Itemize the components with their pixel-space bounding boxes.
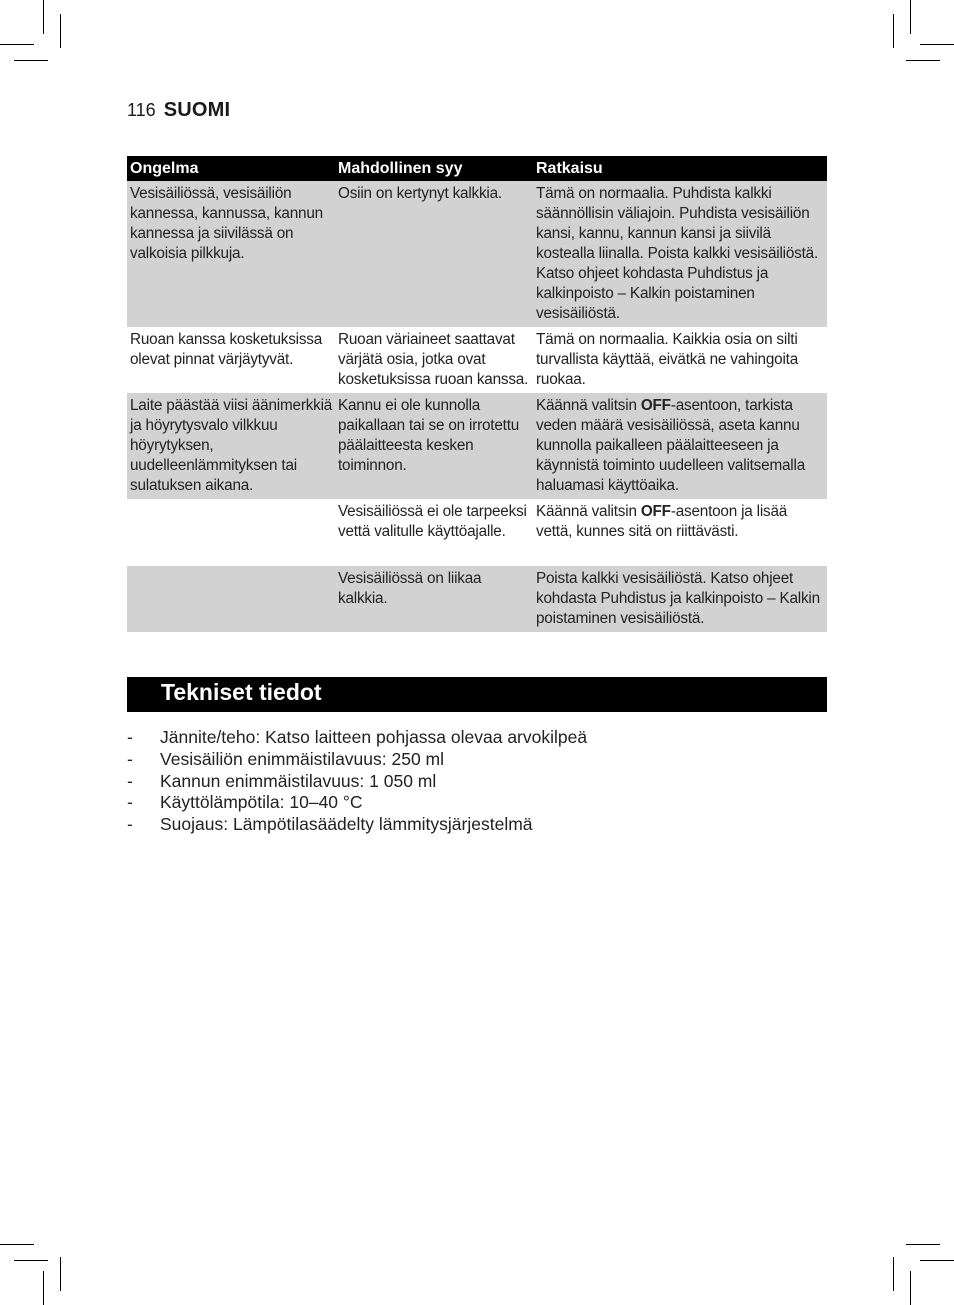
crop-mark: [910, 0, 911, 34]
list-item: [127, 727, 587, 749]
off-position-label: OFF: [640, 397, 671, 414]
page-language: SUOMI: [163, 99, 231, 121]
crop-mark: [0, 44, 34, 45]
solution-cell: [533, 393, 827, 499]
section-heading-bar: [127, 677, 827, 712]
crop-mark: [43, 0, 44, 34]
solution-cell: [533, 499, 827, 566]
bullet-dash: -: [127, 727, 133, 747]
troubleshooting-table: [127, 156, 827, 632]
cause-cell: Kannu ei ole kunnolla paikallaan tai se on irrotettu päälaitteesta kesken toiminnon.: [335, 393, 533, 499]
list-item: [127, 792, 587, 814]
column-header-cause: Mahdollinen syy: [335, 156, 533, 181]
problem-cell: [127, 566, 335, 632]
cause-cell: Vesisäiliössä on liikaa kalkkia.: [335, 566, 533, 632]
spec-text: Suojaus: Lämpötilasäädelty lämmitysjärjestelmä: [160, 814, 533, 835]
crop-mark: [0, 1244, 34, 1245]
table-row: [127, 566, 827, 632]
crop-mark: [43, 1271, 44, 1305]
column-header-solution: Ratkaisu: [533, 156, 827, 181]
column-header-problem: Ongelma: [127, 156, 335, 181]
spec-text: Käyttölämpötila: 10–40 °C: [160, 792, 363, 813]
crop-mark: [906, 1244, 940, 1245]
table-header-row: [127, 156, 827, 181]
spec-text: Jännite/teho: Katso laitteen pohjassa olevaa arvokilpeä: [160, 727, 588, 747]
page-header: [127, 99, 230, 122]
solution-text: Käännä valitsin: [536, 397, 641, 414]
crop-mark: [893, 1257, 894, 1291]
solution-cell: Tämä on normaalia. Kaikkia osia on silti turvallista käyttää, eivätkä ne vahingoita ruokaa.: [533, 327, 827, 393]
spec-text: Vesisäiliön enimmäistilavuus: 250 ml: [160, 748, 445, 769]
crop-mark: [14, 60, 48, 61]
cause-cell: Vesisäiliössä ei ole tarpeeksi vettä valitulle käyttöajalle.: [335, 499, 533, 566]
page-number: 116: [127, 100, 156, 120]
solution-cell: Poista kalkki vesisäiliöstä. Katso ohjeet kohdasta Puhdistus ja kalkinpoisto – Kalkin poistaminen vesisäiliöstä.: [533, 566, 827, 632]
table-row: [127, 393, 827, 499]
bullet-dash: -: [127, 814, 133, 835]
crop-mark: [60, 14, 61, 48]
bullet-dash: -: [127, 770, 133, 791]
crop-mark: [910, 1271, 911, 1305]
solution-text: -asentoon ja lisää vettä, kunnes sitä on riittävästi.: [536, 503, 788, 540]
crop-mark: [920, 1260, 954, 1261]
list-item: [127, 749, 587, 771]
bullet-dash: -: [127, 748, 133, 769]
crop-mark: [920, 44, 954, 45]
problem-cell: Vesisäiliössä, vesisäiliön kannessa, kannussa, kannun kannessa ja siivilässä on valkoisia pilkkuja.: [127, 181, 335, 327]
list-item: [127, 771, 587, 793]
crop-mark: [60, 1257, 61, 1291]
problem-cell: Ruoan kanssa kosketuksissa olevat pinnat värjäytyvät.: [127, 327, 335, 393]
bullet-dash: -: [127, 792, 133, 813]
crop-mark: [906, 60, 940, 61]
table-row: [127, 181, 827, 327]
cause-cell: Ruoan väriaineet saattavat värjätä osia, jotka ovat kosketuksissa ruoan kanssa.: [335, 327, 533, 393]
table-row: [127, 327, 827, 393]
cause-cell: Osiin on kertynyt kalkkia.: [335, 181, 533, 327]
solution-cell: Tämä on normaalia. Puhdista kalkki säännöllisin väliajoin. Puhdista vesisäiliön kansi, kannu, kannun kansi ja siivilä kostealla liinalla. Poista kalkki vesisäiliöstä. Katso ohjeet kohdasta Puhdistus ja kalkinpoisto – Kalkin poistaminen vesisäiliöstä.: [533, 181, 827, 327]
list-item: [127, 814, 587, 836]
solution-text: -asentoon, tarkista veden määrä vesisäiliössä, aseta kannu kunnolla paikalleen päälaitteeseen ja käynnistä toiminto uudelleen valitsemalla haluamasi käyttöaika.: [536, 397, 805, 494]
spec-text: Kannun enimmäistilavuus: 1 050 ml: [160, 770, 437, 791]
table-row: [127, 499, 827, 566]
off-position-label: OFF: [640, 503, 671, 520]
problem-cell: Laite päästää viisi äänimerkkiä ja höyrytysvalo vilkkuu höyrytyksen, uudelleenlämmityksen tai sulatuksen aikana.: [127, 393, 335, 499]
problem-cell: [127, 499, 335, 566]
solution-text: Käännä valitsin: [536, 503, 641, 520]
crop-mark: [14, 1260, 48, 1261]
crop-mark: [893, 14, 894, 48]
section-title: Tekniset tiedot: [161, 679, 322, 705]
specs-list: [127, 727, 587, 836]
